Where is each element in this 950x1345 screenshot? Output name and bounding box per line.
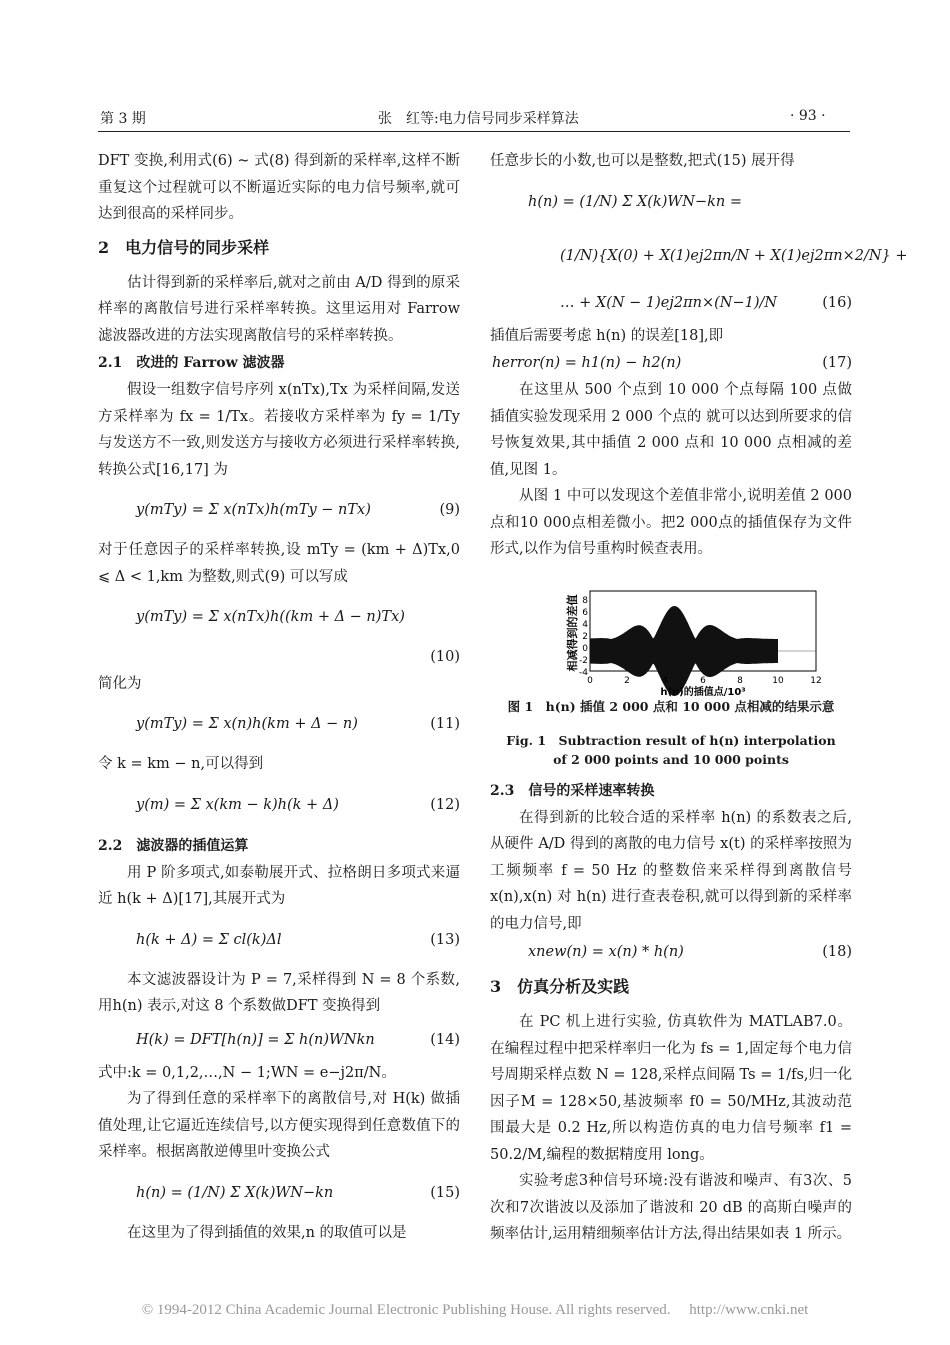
y-tick: -4 [579, 667, 588, 678]
x-tick: 2 [624, 675, 630, 686]
x-tick: 0 [587, 675, 593, 686]
header-rule [98, 131, 850, 132]
equation-13 [98, 913, 460, 967]
paragraph: 假设一组数字信号序列 x(nTx),Tx 为采样间隔,发送方采样率为 fx = 1/Tx。若接收方采样率为 fy = 1/Ty 与发送方不一致,则发送方与接收方必须进行采样率转换,转换公式[16,17] 为 [98, 382, 460, 478]
paragraph: 对于任意因子的采样率转换,设 mTy = (km + Δ)Tx,0 ⩽ Δ < 1,km 为整数,则式(9) 可以写成 [98, 542, 460, 585]
header-page: · 93 · [790, 108, 826, 124]
equation-body: H(k) = DFT[h(n)] = Σ h(n)WNkn [136, 1031, 375, 1048]
equation-9 [98, 483, 460, 537]
equation-16c [490, 283, 852, 323]
equation-body: y(mTy) = Σ x(nTx)h((km + Δ − n)Tx) [136, 609, 405, 625]
paragraph: DFT 变换,利用式(6) ~ 式(8) 得到新的采样率,这样不断重复这个过程就可以不断逼近实际的电力信号频率,就可达到很高的采样同步。 [98, 153, 460, 222]
equation-11 [98, 697, 460, 751]
paragraph: 估计得到新的采样率后,就对之前由 A/D 得到的原采样率的离散信号进行采样率转换。这里运用对 Farrow 滤波器改进的方法实现离散信号的采样率转换。 [98, 274, 460, 344]
x-tick: 8 [737, 675, 743, 686]
header-issue: 第 3 期 [100, 111, 146, 127]
paragraph: 在 PC 机上进行实验, 仿真软件为 MATLAB7.0。在编程过程中把采样率归一化为 fs = 1,固定每个电力信号周期采样点数 N = 128,采样点间隔 Ts = 1/fs,归一化因子M = 128×50,基波频率 f0 = 50/MHz,其波动范围最大是 0.2 Hz,所以构造仿真的电力信号频率 f1 = 50.2/M,编程的数据精度用 long。 [490, 1014, 853, 1163]
equation-body: y(m) = Σ x(km − k)h(k + Δ) [136, 796, 339, 813]
equation-number: (17) [822, 355, 852, 371]
equation-number: (9) [439, 502, 460, 518]
y-axis-label: 相减得到的差值 [566, 594, 579, 671]
x-tick: 4 [662, 675, 668, 686]
left-column [98, 148, 460, 1246]
equation-number: (12) [430, 796, 460, 813]
y-tick: 2 [582, 631, 588, 642]
x-tick: 6 [700, 675, 706, 686]
equation-number: (11) [430, 716, 460, 732]
equation-16b [490, 229, 908, 283]
equation-18 [490, 937, 852, 967]
paragraph: 令 k = km − n,可以得到 [98, 756, 264, 772]
copyright-footer: © 1994-2012 China Academic Journal Electronic Publishing House. All rights reserved. http://www.cnki.net [141, 1302, 809, 1318]
paragraph: 插值后需要考虑 h(n) 的误差[18],即 [490, 327, 724, 344]
figure-caption-cn: 图 1 h(n) 插值 2 000 点和 10 000 点相减的结果示意 [507, 698, 835, 714]
x-tick: 12 [810, 675, 822, 686]
paragraph: 用 P 阶多项式,如泰勒展开式、拉格朗日多项式来逼近 h(k + Δ)[17],其展开式为 [98, 864, 460, 907]
equation-15 [98, 1166, 460, 1220]
equation-body: … + X(N − 1)ej2πn×(N−1)/N [560, 294, 778, 311]
equation-body: y(mTy) = Σ x(nTx)h(mTy − nTx) [136, 502, 371, 518]
x-axis-label: h(n)的插值点/10³ [660, 686, 746, 698]
equation-17 [490, 349, 852, 377]
equation-10 [98, 590, 460, 644]
difference-waveform [590, 606, 778, 696]
equation-number: (10) [430, 649, 460, 665]
equation-number: (16) [822, 294, 852, 311]
equation-number: (18) [822, 944, 852, 960]
figure-caption-en: Fig. 1 Subtraction result of h(n) interpolation [506, 732, 836, 748]
equation-number: (15) [430, 1184, 460, 1201]
x-ticks [587, 676, 822, 686]
equation-12 [98, 778, 460, 832]
paragraph: 从图 1 中可以发现这个差值非常小,说明差值 2 000点和10 000点相差微小。把2 000点的插值保存为文件形式,以作为信号重构时候查表用。 [490, 488, 852, 557]
figure-1 [490, 563, 852, 731]
y-tick: 0 [582, 643, 588, 654]
equation-body: y(mTy) = Σ x(n)h(km + Δ − n) [136, 716, 358, 732]
y-tick: 4 [582, 619, 588, 630]
header-title: 张 红等:电力信号同步采样算法 [378, 111, 579, 127]
paragraph: 在得到新的比较合适的采样率 h(n) 的系数表之后,从硬件 A/D 得到的离散的电力信号 x(t) 的采样率按照为工频频率 f = 50 Hz 的整数倍来采样得到离散信号 x(n),x(n) 对 h(n) 进行查表卷积,就可以得到新的采样率的电力信号,即 [490, 809, 852, 932]
paragraph: 本文滤波器设计为 P = 7,采样得到 N = 8 个系数,用h(n) 表示,对这 8 个系数做DFT 变换得到 [98, 971, 460, 1014]
equation-number: (14) [430, 1031, 460, 1048]
y-ticks [579, 596, 588, 678]
paragraph: 实验考虑3种信号环境:没有谐波和噪声、有3次、5次和7次谐波以及添加了谐波和 20 dB 的高斯白噪声的频率估计,运用精细频率估计方法,得出结果如表 1 所示。 [490, 1173, 852, 1242]
paragraph: 式中:k = 0,1,2,…,N − 1;WN = e−j2π/N。 [98, 1064, 396, 1081]
paragraph: 在这里从 500 个点到 10 000 个点每隔 100 点做插值实验发现采用 2 000 个点的 就可以达到所要求的信号恢复效果,其中插值 2 000 点和 10 000 点相减的差值,见图 1。 [490, 382, 852, 478]
paragraph: 为了得到任意的采样率下的离散信号,对 H(k) 做插值处理,让它逼近连续信号,以方便实现得到任意数值下的采样率。根据离散逆傅里叶变换公式 [98, 1091, 460, 1160]
equation-body: xnew(n) = x(n) * h(n) [528, 944, 684, 960]
section-heading: 3 仿真分析及实践 [490, 977, 630, 996]
subsection-heading: 2.3 信号的采样速率转换 [490, 782, 655, 799]
equation-body: h(n) = (1/N) Σ X(k)WN−kn [136, 1184, 334, 1201]
figure-caption-en: of 2 000 points and 10 000 points [553, 751, 789, 767]
x-tick: 10 [772, 675, 784, 686]
paragraph: 简化为 [98, 675, 142, 692]
equation-body: (1/N){X(0) + X(1)ej2πn/N + X(1)ej2πn×2/N} + [560, 247, 908, 264]
equation-16a [490, 175, 852, 229]
right-column [490, 148, 908, 1248]
y-tick: -2 [579, 655, 588, 666]
y-tick: 6 [582, 607, 588, 618]
equation-14 [98, 1020, 460, 1060]
paragraph: 任意步长的小数,也可以是整数,把式(15) 展开得 [490, 153, 795, 169]
y-tick: 8 [582, 595, 588, 606]
section-heading: 2 电力信号的同步采样 [98, 237, 270, 257]
equation-number: (13) [430, 931, 460, 948]
equation-body: h(k + Δ) = Σ cl(k)Δl [136, 931, 282, 948]
subsection-heading: 2.2 滤波器的插值运算 [98, 837, 249, 854]
paragraph: 在这里为了得到插值的效果,n 的取值可以是 [127, 1224, 407, 1241]
subsection-heading: 2.1 改进的 Farrow 滤波器 [98, 355, 285, 371]
equation-body: h(n) = (1/N) Σ X(k)WN−kn = [528, 193, 742, 210]
equation-body: herror(n) = h1(n) − h2(n) [492, 355, 682, 371]
